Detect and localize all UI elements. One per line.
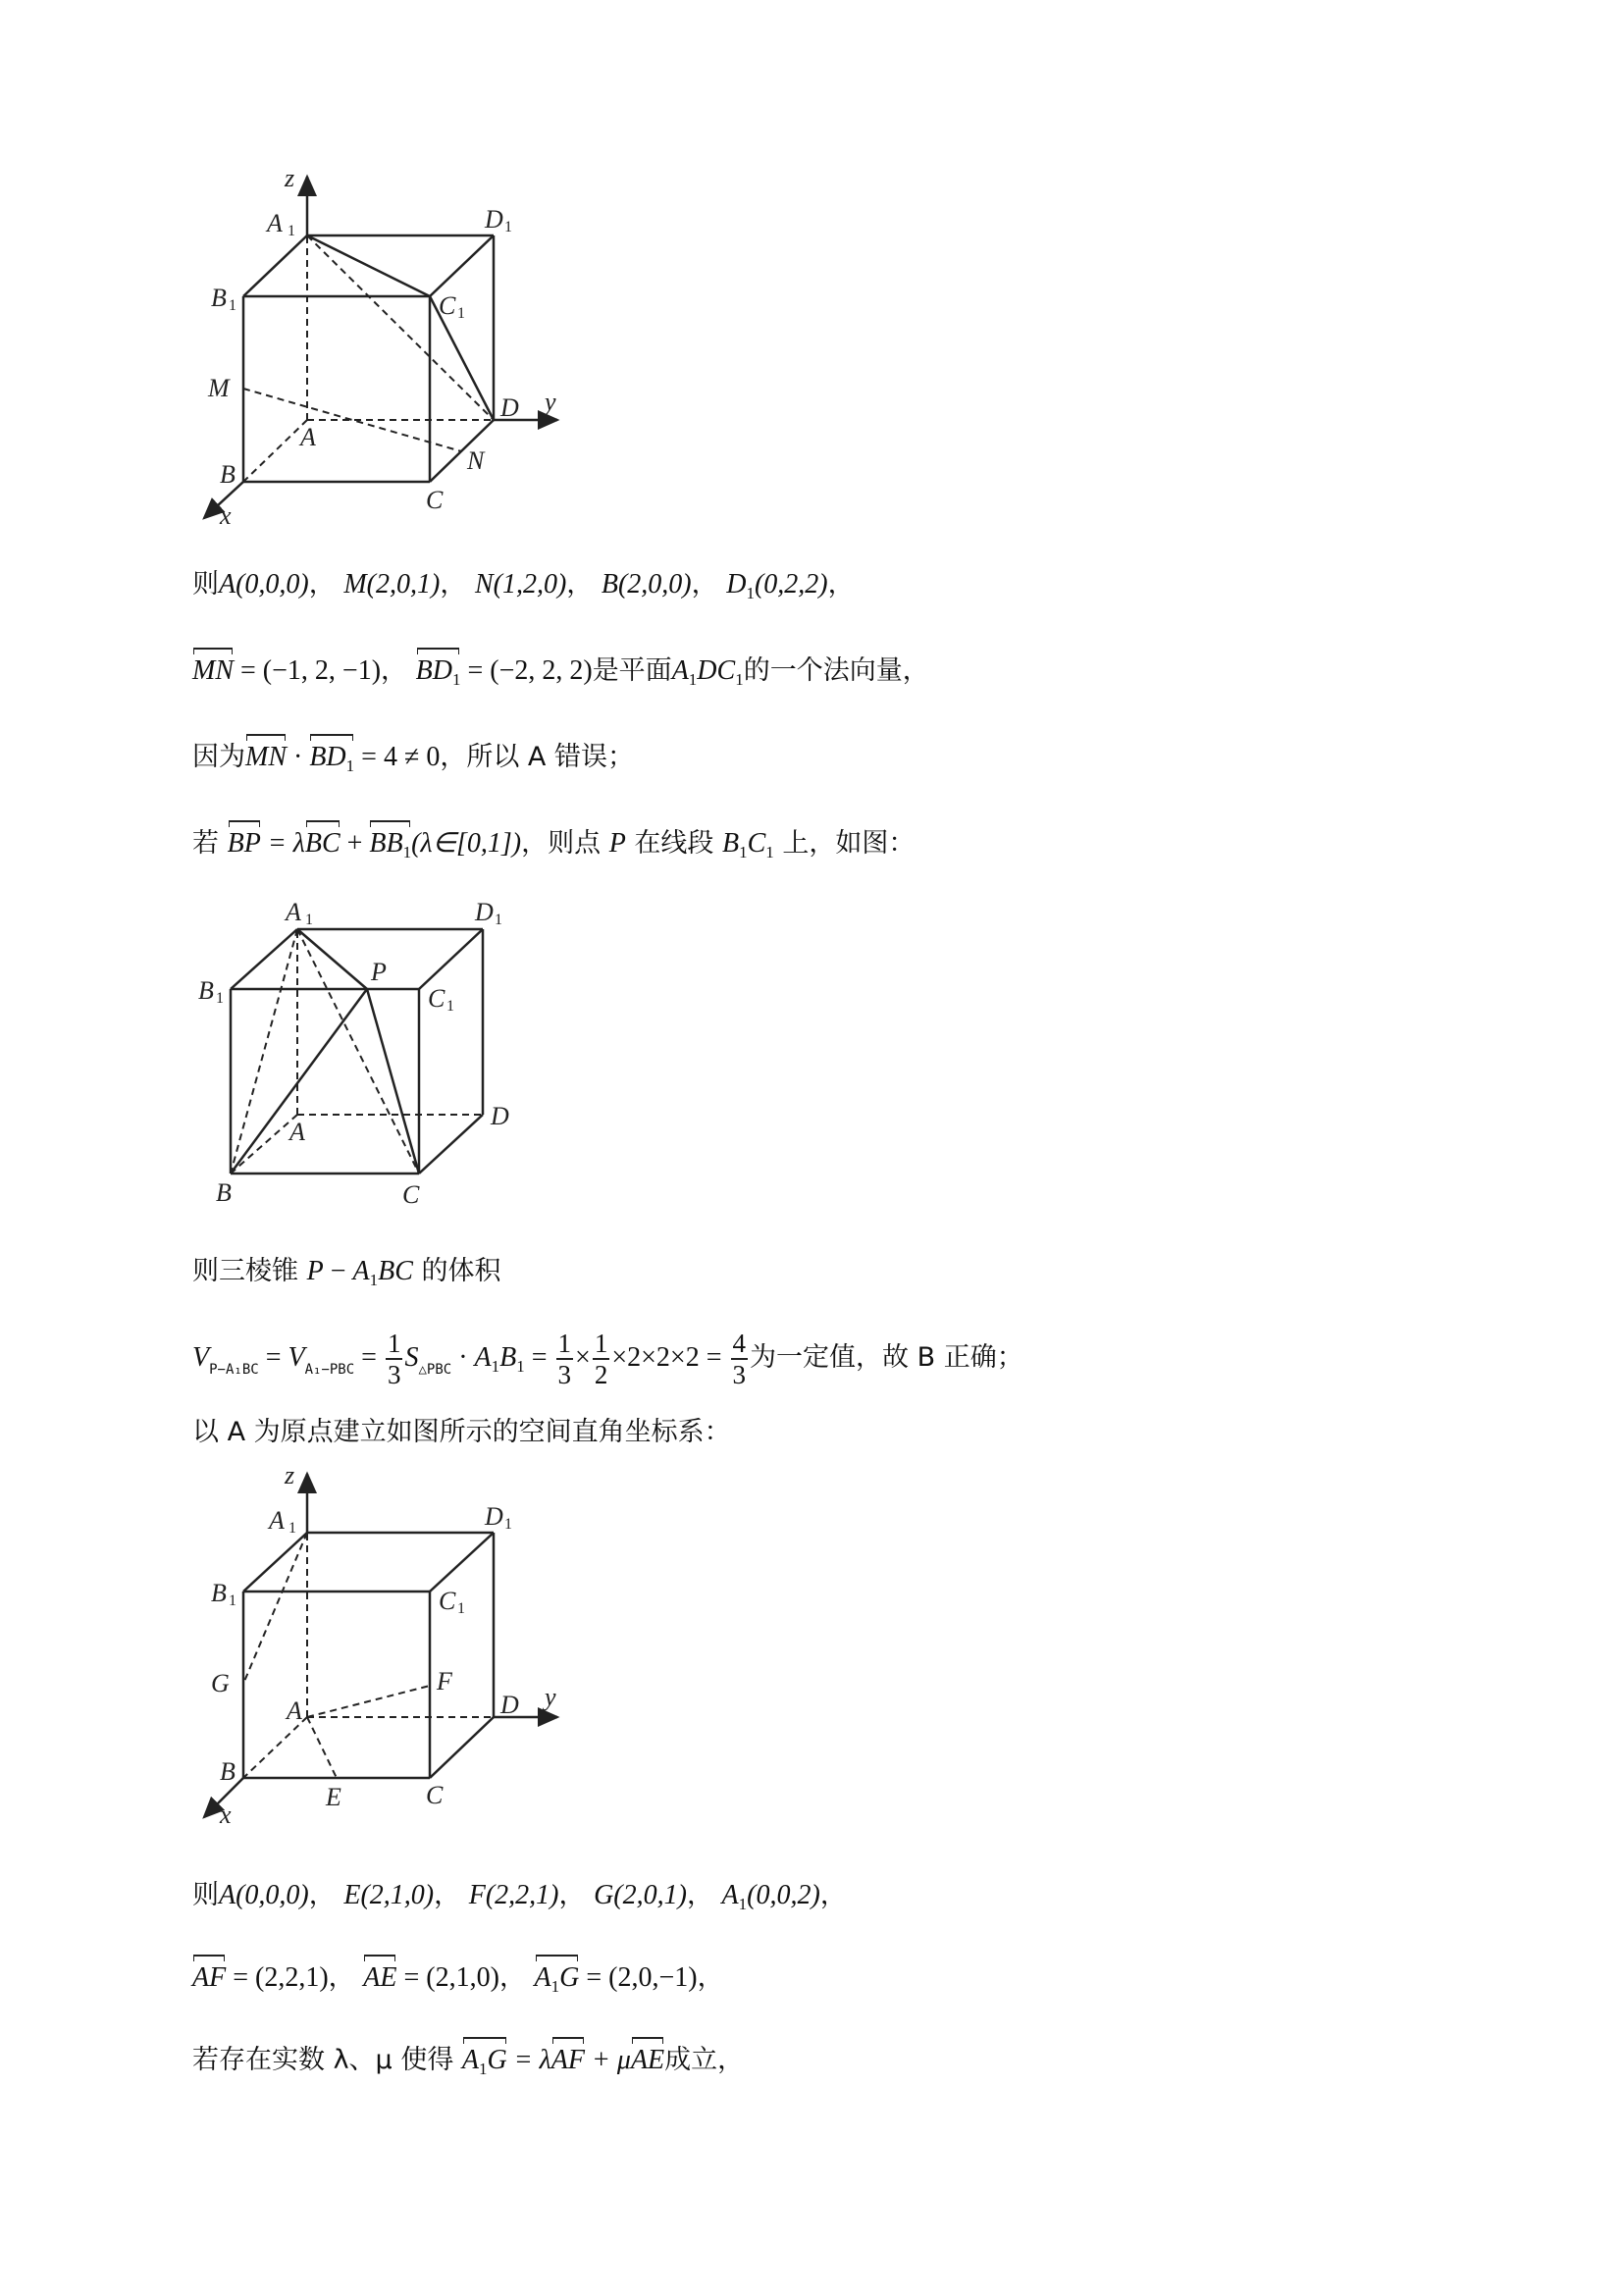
label-d1-sub: 1 xyxy=(504,219,512,235)
frac-num: 1 xyxy=(557,1328,572,1358)
text-if: 若 xyxy=(192,828,228,859)
label-d: D xyxy=(491,1102,509,1130)
label-a1: A xyxy=(286,898,301,926)
sep: ， xyxy=(328,1962,355,1993)
sep: ， xyxy=(686,1880,713,1910)
text-as-figure: 上，如图： xyxy=(773,828,916,859)
edge-d1-c1 xyxy=(430,1533,494,1592)
text-then-point: ，则点 xyxy=(521,828,609,859)
s-symbol: S xyxy=(404,1342,419,1373)
text-because: 因为 xyxy=(192,742,245,772)
bd1-sub: 1 xyxy=(451,670,461,689)
a1g-sub: 1 xyxy=(479,2060,488,2078)
a1g-sub: 1 xyxy=(550,1977,560,1996)
af-value: = (2,2,1) xyxy=(226,1962,329,1993)
a1b1-sub2: 1 xyxy=(516,1357,525,1376)
point-g: G(2,0,1) xyxy=(594,1880,687,1910)
text-normal: 的一个法向量， xyxy=(743,655,929,686)
vector-a1g xyxy=(535,1958,580,2007)
frac-den: 3 xyxy=(732,1359,746,1389)
text-ze: 则 xyxy=(192,1880,219,1910)
label-d: D xyxy=(500,1691,519,1719)
a1-letter: A xyxy=(721,1880,739,1910)
vector-bc: BC xyxy=(305,824,340,863)
label-b1: B xyxy=(211,1579,227,1607)
label-y: y xyxy=(545,388,556,416)
label-y: y xyxy=(545,1683,556,1711)
label-c: C xyxy=(402,1180,420,1209)
v-symbol: V xyxy=(192,1342,210,1373)
label-a: A xyxy=(287,1696,302,1725)
product: ×2×2×2 = xyxy=(611,1342,729,1373)
times: × xyxy=(575,1342,591,1373)
pyramid-p: P xyxy=(306,1256,324,1286)
a1g-a: A xyxy=(534,1962,551,1993)
dot: · xyxy=(451,1342,475,1373)
label-c: C xyxy=(426,1781,444,1809)
sep: ， xyxy=(440,569,467,600)
sep: ， xyxy=(697,1962,724,1993)
label-b: B xyxy=(220,460,236,489)
plane-a: A xyxy=(671,655,689,686)
eq-lambda: = λ xyxy=(506,2045,551,2075)
eq-lambda: = λ xyxy=(260,828,305,859)
label-c1-sub: 1 xyxy=(457,305,465,322)
sep: ， xyxy=(381,655,408,686)
label-d: D xyxy=(500,393,519,422)
sep: ， xyxy=(498,1962,526,1993)
vector-af: AF xyxy=(192,1958,226,1998)
seg-c-sub: 1 xyxy=(765,843,774,861)
bb1-sub: 1 xyxy=(402,843,412,861)
point-a: A(0,0,0) xyxy=(219,569,309,600)
v-symbol-2: V xyxy=(288,1342,305,1373)
d1-coords: (0,2,2) xyxy=(754,569,828,600)
plane-a-sub: 1 xyxy=(688,670,698,689)
segment-a-e xyxy=(307,1717,337,1778)
vector-a1g xyxy=(462,2041,507,2089)
sep: ， xyxy=(308,1880,336,1910)
pyramid-a-sub: 1 xyxy=(369,1271,379,1289)
bb1-letters: BB xyxy=(369,828,403,859)
segment-a1-g xyxy=(243,1533,307,1684)
segment-a-f xyxy=(307,1686,430,1717)
point-a: A(0,0,0) xyxy=(219,1880,309,1910)
label-b: B xyxy=(216,1178,232,1207)
label-n: N xyxy=(467,446,485,475)
label-f: F xyxy=(437,1667,452,1696)
plane-dc: DC xyxy=(697,655,736,686)
a1b1-b: B xyxy=(499,1342,517,1373)
point-p: P xyxy=(608,828,626,859)
label-p: P xyxy=(371,958,387,986)
a1g-a: A xyxy=(461,2045,480,2075)
edge-c-d xyxy=(430,1717,494,1778)
label-d1: D xyxy=(485,205,503,234)
text-coordinate-system: 以 A 为原点建立如图所示的空间直角坐标系： xyxy=(192,1417,731,1447)
label-g: G xyxy=(211,1669,230,1697)
label-a1-sub: 1 xyxy=(305,912,313,928)
bd1-letters: BD xyxy=(309,742,346,772)
vector-bp: BP xyxy=(228,824,261,863)
label-b1: B xyxy=(198,976,214,1005)
sep: ， xyxy=(691,569,718,600)
s-sub: △PBC xyxy=(418,1362,452,1378)
label-c1-sub: 1 xyxy=(446,998,454,1015)
bd1-letters: BD xyxy=(415,655,452,686)
point-e: E(2,1,0) xyxy=(343,1880,435,1910)
edge-a-b xyxy=(243,1717,307,1778)
label-e: E xyxy=(326,1783,341,1811)
frac-num: 1 xyxy=(594,1328,608,1358)
seg-b-sub: 1 xyxy=(739,843,748,861)
eq: = xyxy=(524,1342,554,1373)
edge-a1-b1 xyxy=(243,1533,307,1592)
label-d1: D xyxy=(485,1502,503,1531)
seg-b: B xyxy=(721,828,740,859)
label-z: z xyxy=(285,1461,295,1489)
frac-num: 4 xyxy=(732,1328,746,1358)
vector-mn: MN xyxy=(245,738,287,777)
pyramid-dash: − xyxy=(323,1256,353,1286)
dot: · xyxy=(287,742,310,772)
frac-num: 1 xyxy=(387,1328,401,1358)
vector-ae: AE xyxy=(363,1958,396,1998)
text-ze: 则 xyxy=(192,569,219,600)
a1-sub: 1 xyxy=(738,1895,748,1913)
sep: ， xyxy=(827,569,855,600)
label-c1-sub: 1 xyxy=(457,1600,465,1617)
label-c1: C xyxy=(439,291,456,320)
bd1-sub: 1 xyxy=(345,757,355,775)
label-z: z xyxy=(285,164,295,192)
pyramid-a: A xyxy=(352,1256,370,1286)
point-m: M(2,0,1) xyxy=(343,569,441,600)
label-d1-sub: 1 xyxy=(504,1516,512,1533)
text-a-wrong: ，所以 A 错误； xyxy=(440,742,634,772)
d1-letter: D xyxy=(726,569,747,600)
text-plane: 是平面 xyxy=(592,655,672,686)
label-a1-sub: 1 xyxy=(288,1520,296,1537)
label-b1: B xyxy=(211,284,227,312)
sep: ， xyxy=(566,569,594,600)
label-a1: A xyxy=(267,209,283,237)
a1g-value: = (2,0,−1) xyxy=(579,1962,698,1993)
label-b1-sub: 1 xyxy=(229,297,236,314)
frac-den: 3 xyxy=(387,1359,401,1389)
label-m: M xyxy=(208,374,230,402)
label-c: C xyxy=(426,486,444,514)
label-x: x xyxy=(220,1800,232,1829)
label-a: A xyxy=(289,1118,305,1146)
label-c1: C xyxy=(439,1587,456,1615)
plus-mu: + μ xyxy=(585,2045,631,2075)
vector-line-9 xyxy=(192,1958,724,2007)
plane-c-sub: 1 xyxy=(735,670,744,689)
label-b: B xyxy=(220,1757,236,1786)
ae-value: = (2,1,0) xyxy=(396,1962,499,1993)
point-f: F(2,2,1) xyxy=(468,1880,559,1910)
label-b1-sub: 1 xyxy=(229,1592,236,1609)
text-b-correct: 为一定值，故 B 正确； xyxy=(750,1342,1023,1373)
eq: = xyxy=(354,1342,384,1373)
a1-coords: (0,0,2) xyxy=(747,1880,820,1910)
text-volume: 的体积 xyxy=(412,1256,501,1286)
label-x: x xyxy=(220,501,232,530)
frac-den: 3 xyxy=(557,1359,572,1389)
a1g-g: G xyxy=(559,1962,580,1993)
existence-line-10 xyxy=(192,2041,744,2089)
a1g-g: G xyxy=(487,2045,507,2075)
dot-value: = 4 ≠ 0 xyxy=(354,742,441,772)
sep: ， xyxy=(434,1880,461,1910)
v-sub-1: P−A₁BC xyxy=(209,1362,259,1378)
point-a1 xyxy=(721,1880,820,1913)
mn-value: = (−1, 2, −1) xyxy=(234,655,382,686)
vector-mn: MN xyxy=(192,652,234,691)
label-d1: D xyxy=(475,898,494,926)
point-b: B(2,0,0) xyxy=(601,569,692,600)
sep: ， xyxy=(558,1880,586,1910)
bd1-value: = (−2, 2, 2) xyxy=(460,655,593,686)
coords-line-8 xyxy=(192,1876,847,1924)
label-c1: C xyxy=(428,984,445,1013)
label-a1-sub: 1 xyxy=(288,223,295,239)
text-on-segment: 在线段 xyxy=(625,828,722,859)
vector-af: AF xyxy=(551,2041,585,2080)
d1-sub: 1 xyxy=(746,584,755,602)
a1b1-a: A xyxy=(474,1342,492,1373)
eq: = xyxy=(258,1342,288,1373)
sep: ， xyxy=(308,569,336,600)
vector-ae: AE xyxy=(631,2041,664,2080)
lambda-range: (λ∈[0,1]) xyxy=(411,828,522,859)
text-then-pyramid: 则三棱锥 xyxy=(192,1256,307,1286)
pyramid-bc: BC xyxy=(378,1256,413,1286)
v-sub-2: A₁−PBC xyxy=(304,1362,355,1378)
label-b1-sub: 1 xyxy=(216,990,224,1007)
plus: + xyxy=(340,828,370,859)
point-n: N(1,2,0) xyxy=(474,569,567,600)
label-d1-sub: 1 xyxy=(495,912,502,928)
sep: ， xyxy=(819,1880,847,1910)
frac-den: 2 xyxy=(594,1359,608,1389)
label-a: A xyxy=(300,423,316,451)
seg-c: C xyxy=(747,828,766,859)
text-if-exists: 若存在实数 λ、μ 使得 xyxy=(192,2045,462,2075)
text-holds: 成立， xyxy=(664,2045,745,2075)
label-a1: A xyxy=(269,1506,285,1535)
a1b1-sub1: 1 xyxy=(491,1357,500,1376)
